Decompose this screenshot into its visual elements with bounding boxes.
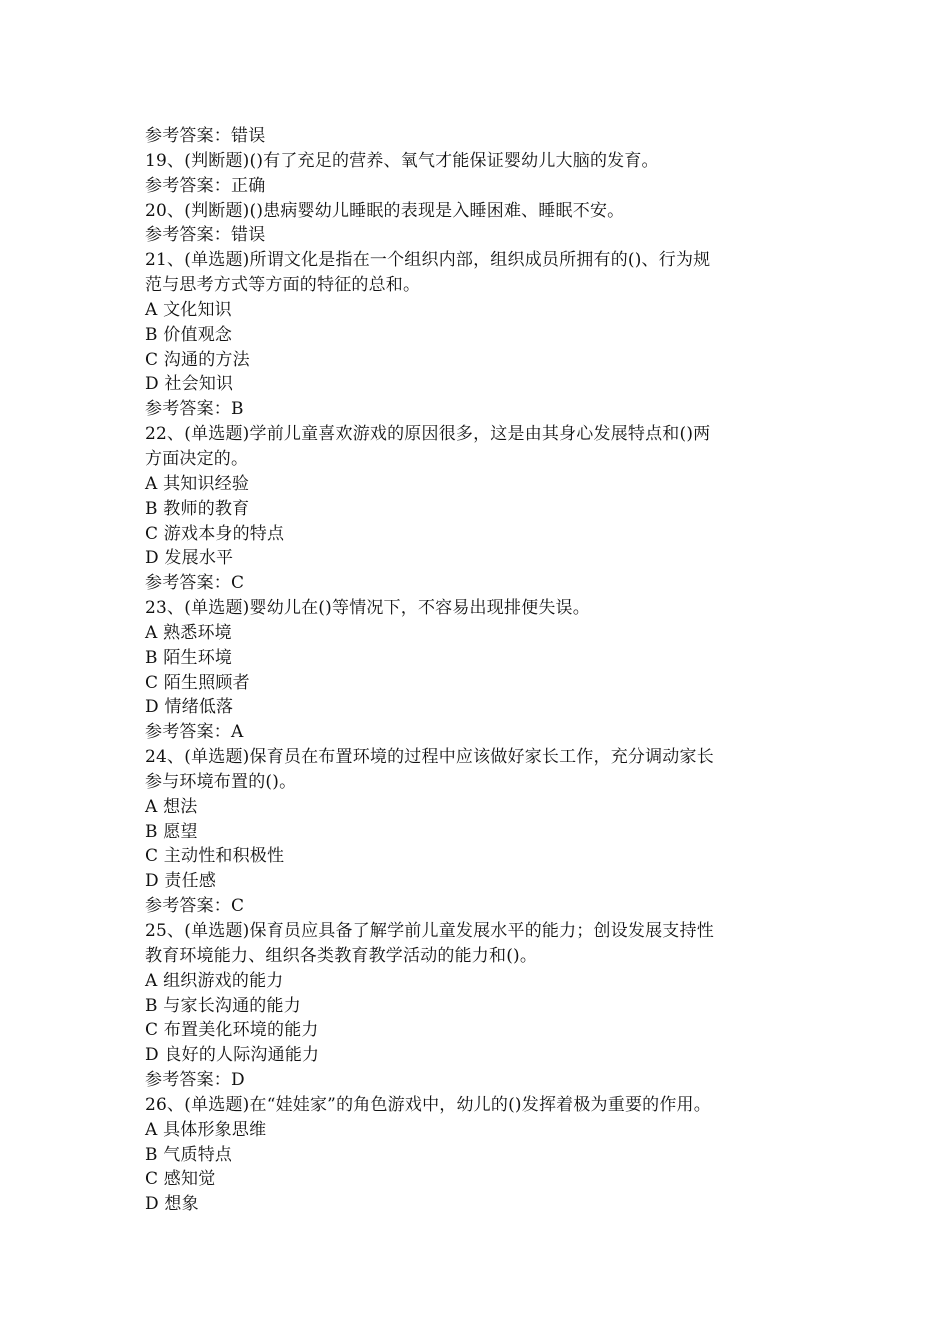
- text-line: 23、(单选题)婴幼儿在()等情况下，不容易出现排便失误。: [145, 598, 590, 619]
- text-line: B 价值观念: [145, 324, 233, 345]
- document-page: [145, 124, 825, 1217]
- text-line: 参考答案：正确: [145, 175, 266, 196]
- text-line: 参考答案：C: [145, 573, 245, 594]
- text-line: 24、(单选题)保育员在布置环境的过程中应该做好家长工作，充分调动家长: [145, 747, 714, 768]
- text-line: C 游戏本身的特点: [145, 523, 285, 544]
- text-line: 参考答案：错误: [145, 225, 266, 246]
- text-line: 参与环境布置的()。: [145, 771, 297, 792]
- text-line: B 教师的教育: [145, 498, 250, 519]
- text-line: 参考答案：A: [145, 722, 244, 743]
- text-line: A 组织游戏的能力: [145, 970, 284, 991]
- text-line: C 布置美化环境的能力: [145, 1020, 319, 1041]
- text-line: B 气质特点: [145, 1144, 233, 1165]
- text-line: D 情绪低落: [145, 697, 234, 718]
- text-line: 参考答案：B: [145, 399, 244, 420]
- text-line: A 想法: [145, 796, 198, 817]
- text-line: B 愿望: [145, 821, 198, 842]
- text-line: C 陌生照顾者: [145, 672, 250, 693]
- text-line: C 沟通的方法: [145, 349, 250, 370]
- text-line: 19、(判断题)()有了充足的营养、氧气才能保证婴幼儿大脑的发育。: [145, 150, 659, 171]
- text-line: 范与思考方式等方面的特征的总和。: [145, 275, 421, 296]
- text-line: 21、(单选题)所谓文化是指在一个组织内部，组织成员所拥有的()、行为规: [145, 250, 711, 271]
- text-line: C 主动性和积极性: [145, 846, 285, 867]
- text-line: B 与家长沟通的能力: [145, 995, 301, 1016]
- text-line: D 发展水平: [145, 548, 234, 569]
- text-line: D 想象: [145, 1194, 199, 1215]
- text-line: 20、(判断题)()患病婴幼儿睡眠的表现是入睡困难、睡眠不安。: [145, 200, 625, 221]
- text-line: A 其知识经验: [145, 473, 250, 494]
- text-line: D 良好的人际沟通能力: [145, 1045, 320, 1066]
- text-line: 教育环境能力、组织各类教育教学活动的能力和()。: [145, 945, 538, 966]
- text-line: 方面决定的。: [145, 448, 249, 469]
- text-line: 25、(单选题)保育员应具备了解学前儿童发展水平的能力；创设发展支持性: [145, 921, 714, 941]
- text-line: A 熟悉环境: [145, 622, 232, 643]
- text-line: 22、(单选题)学前儿童喜欢游戏的原因很多，这是由其身心发展特点和()两: [145, 424, 711, 445]
- text-line: 26、(单选题)在“娃娃家”的角色游戏中，幼儿的()发挥着极为重要的作用。: [145, 1094, 711, 1115]
- text-line: A 文化知识: [145, 299, 232, 320]
- text-line: 参考答案：C: [145, 896, 245, 917]
- text-line: D 责任感: [145, 871, 217, 892]
- text-line: 参考答案：D: [145, 1070, 245, 1091]
- text-line: 参考答案：错误: [145, 126, 266, 146]
- text-line: D 社会知识: [145, 374, 234, 395]
- text-line: A 具体形象思维: [145, 1119, 267, 1140]
- text-line: B 陌生环境: [145, 647, 233, 668]
- text-line: C 感知觉: [145, 1169, 216, 1190]
